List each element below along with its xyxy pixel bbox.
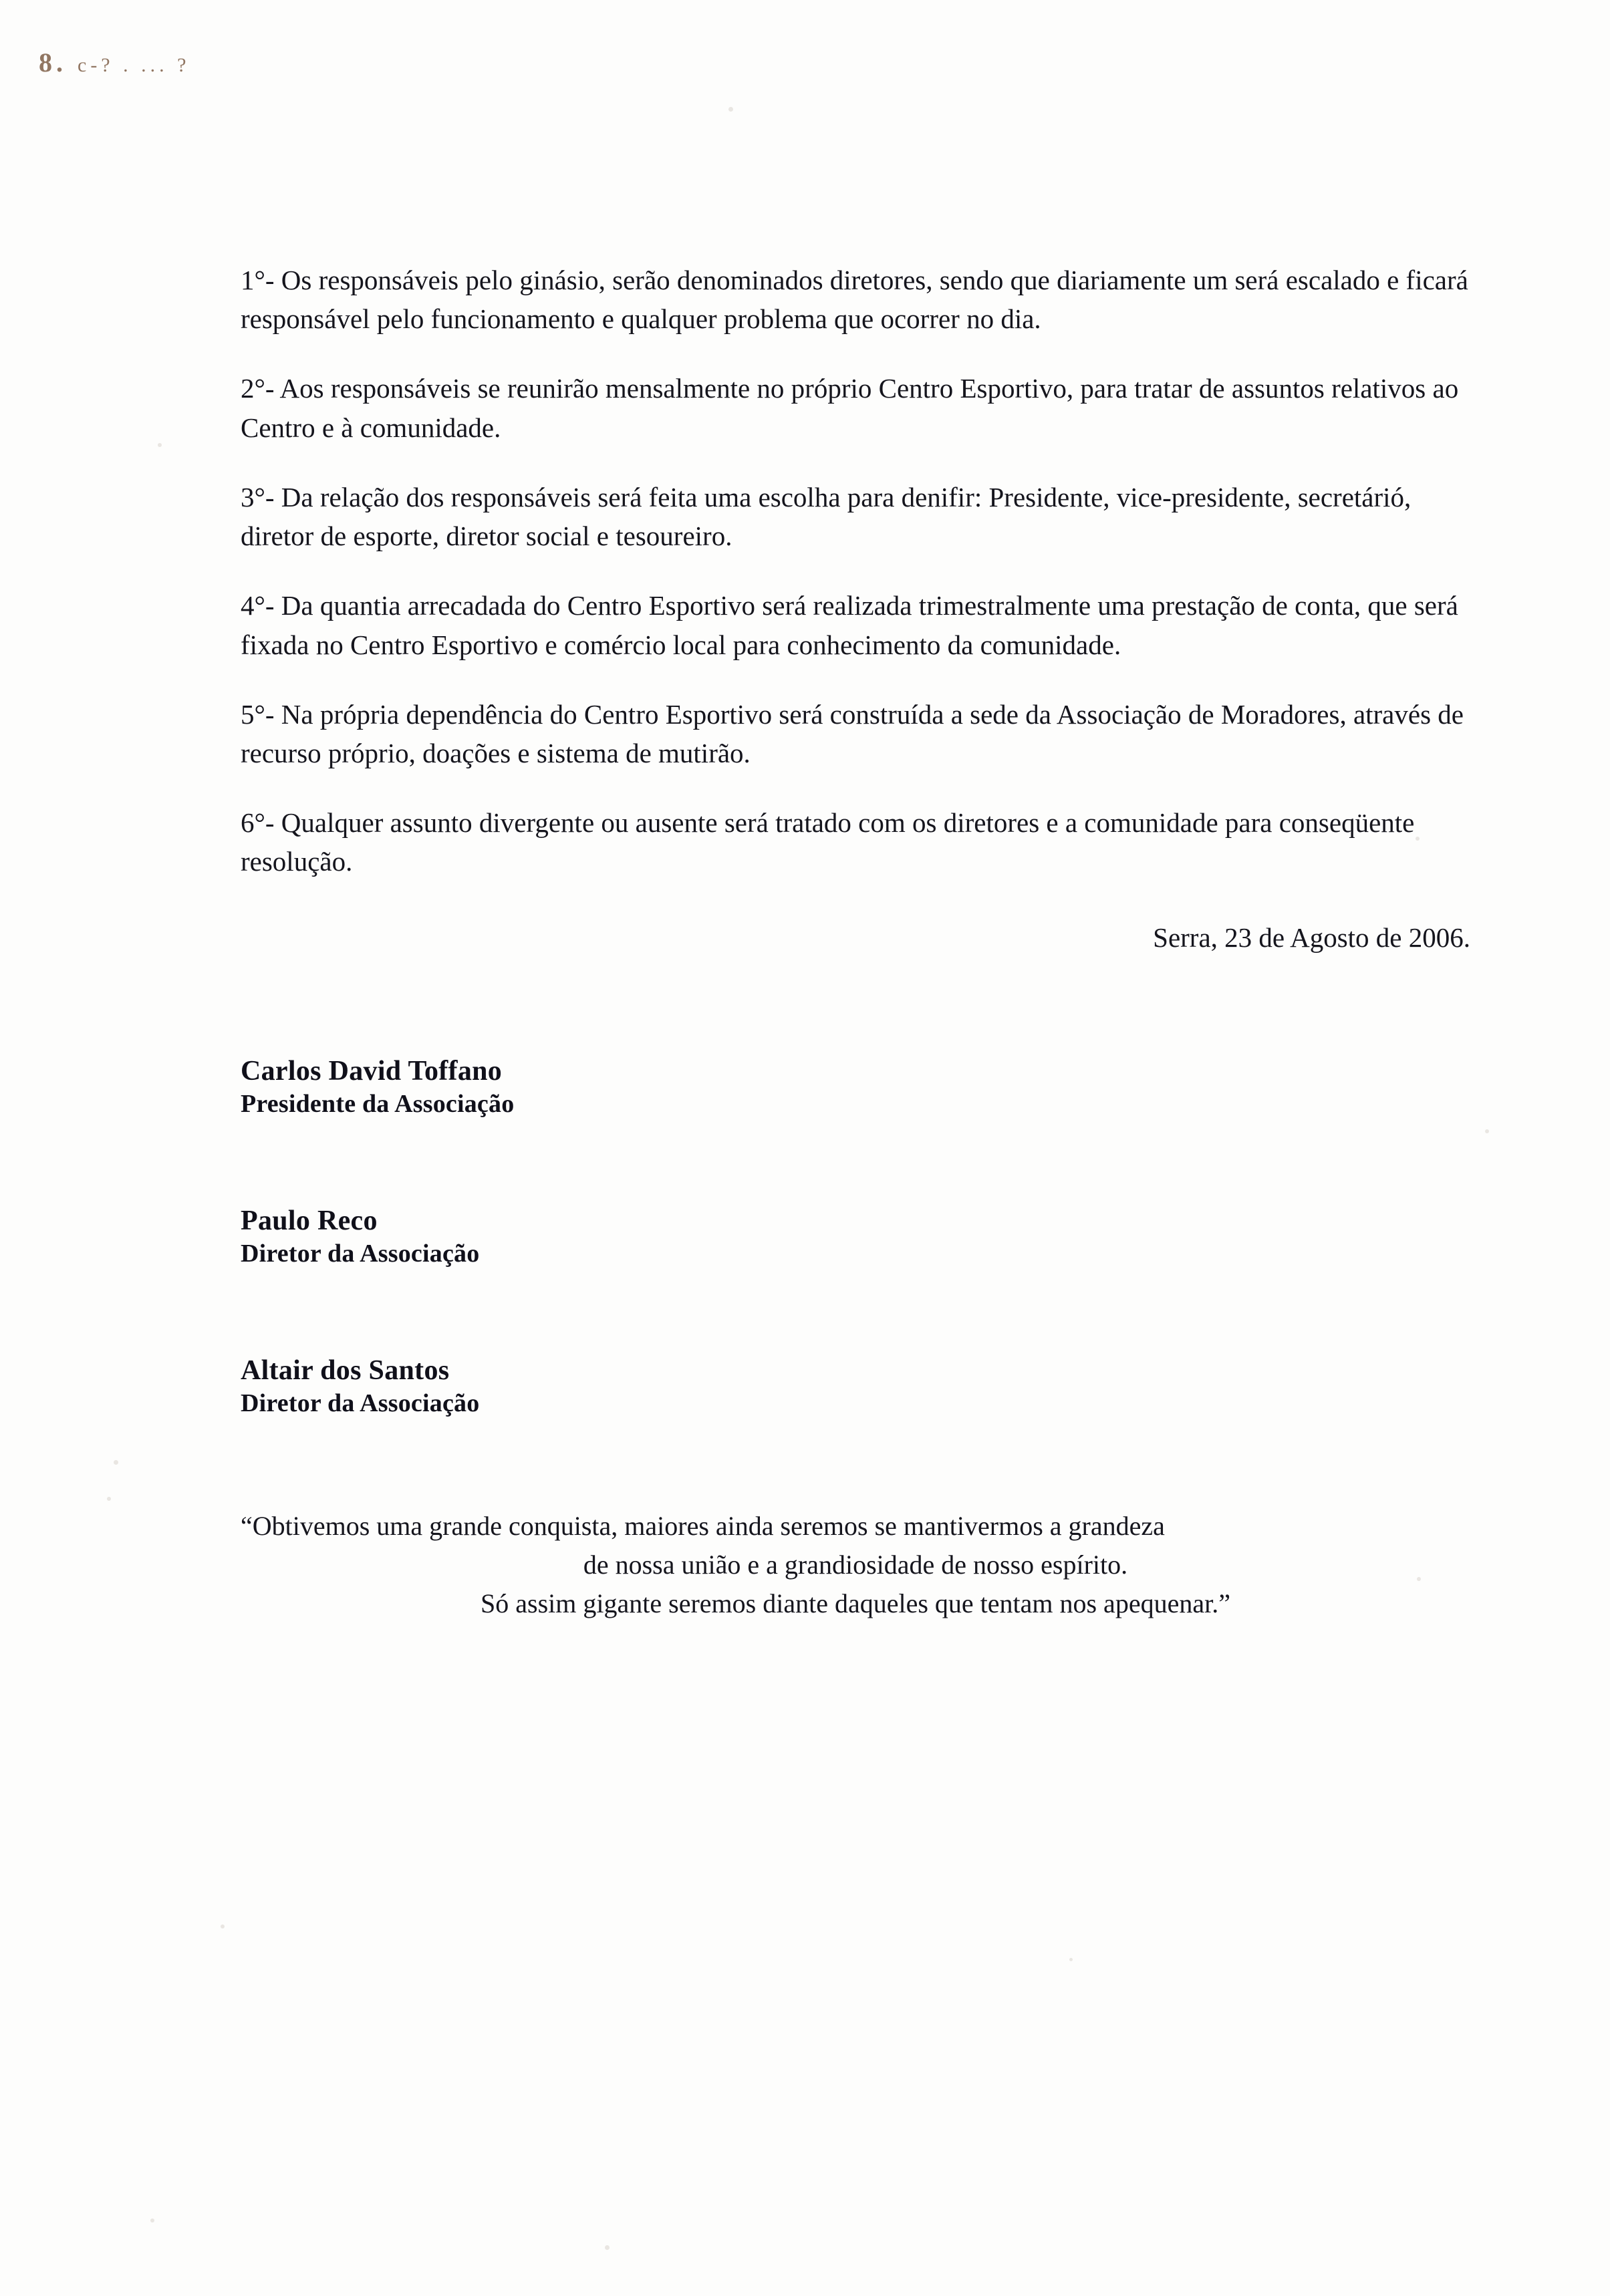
signature-block xyxy=(241,1353,1470,1420)
scan-speckle xyxy=(158,443,162,447)
closing-quote xyxy=(241,1507,1470,1623)
scan-speckle xyxy=(150,2218,154,2222)
scan-speckle xyxy=(1485,1129,1489,1133)
quote-line-1: “Obtivemos uma grande conquista, maiores ainda seremos se mantivermos a grandeza xyxy=(241,1510,1165,1541)
signature-section xyxy=(241,1054,1470,1420)
scan-speckle xyxy=(114,1460,118,1465)
signatory-role: Diretor da Associação xyxy=(241,1240,480,1268)
signatory-name: Altair dos Santos xyxy=(241,1354,450,1386)
scan-artifact-mark xyxy=(39,47,259,94)
quote-line-3: Só assim gigante seremos diante daqueles que tentam nos apequenar.” xyxy=(481,1588,1230,1618)
scan-speckle xyxy=(605,2245,610,2250)
signatory-role: Presidente da Associação xyxy=(241,1090,515,1119)
clause-2: 2°- Aos responsáveis se reunirão mensalmente no próprio Centro Esportivo, para tratar de assuntos relativos ao Centro e à comunidade. xyxy=(241,373,1459,443)
signatory-role: Diretor da Associação xyxy=(241,1389,480,1418)
scan-speckle xyxy=(221,1924,225,1928)
clause-6: 6°- Qualquer assunto divergente ou ausente será tratado com os diretores e a comunidade para conseqüente resolução. xyxy=(241,807,1415,877)
scan-speckle xyxy=(107,1497,111,1501)
scan-speckle xyxy=(728,107,733,112)
clause-1: 1°- Os responsáveis pelo ginásio, serão denominados diretores, sendo que diariamente um será escalado e ficará responsável pelo funcionamento e qualquer problema que ocorrer no dia. xyxy=(241,265,1468,335)
quote-line-2: de nossa união e a grandiosidade de nosso espírito. xyxy=(583,1549,1128,1580)
clause-5: 5°- Na própria dependência do Centro Esportivo será construída a sede da Associação de Moradores, através de recurso próprio, doações e sistema de mutirão. xyxy=(241,698,1464,768)
scan-artifact-secondary: c-? . ... ? xyxy=(78,54,190,76)
scan-artifact-primary: 8. xyxy=(39,47,67,78)
signature-block xyxy=(241,1203,1470,1270)
signatory-name: Paulo Reco xyxy=(241,1205,378,1236)
signatory-name: Carlos David Toffano xyxy=(241,1055,503,1087)
document-body xyxy=(241,261,1470,1623)
signature-block xyxy=(241,1054,1470,1121)
place-and-date: Serra, 23 de Agosto de 2006. xyxy=(1153,921,1470,953)
clause-3: 3°- Da relação dos responsáveis será feita uma escolha para denifir: Presidente, vice-presidente, secretárió, diretor de esporte, diretor social e tesoureiro. xyxy=(241,481,1412,552)
scan-speckle xyxy=(1069,1958,1073,1961)
clause-4: 4°- Da quantia arrecadada do Centro Esportivo será realizada trimestralmente uma prestação de conta, que será fixada no Centro Esportivo e comércio local para conhecimento da comunidade. xyxy=(241,590,1458,660)
